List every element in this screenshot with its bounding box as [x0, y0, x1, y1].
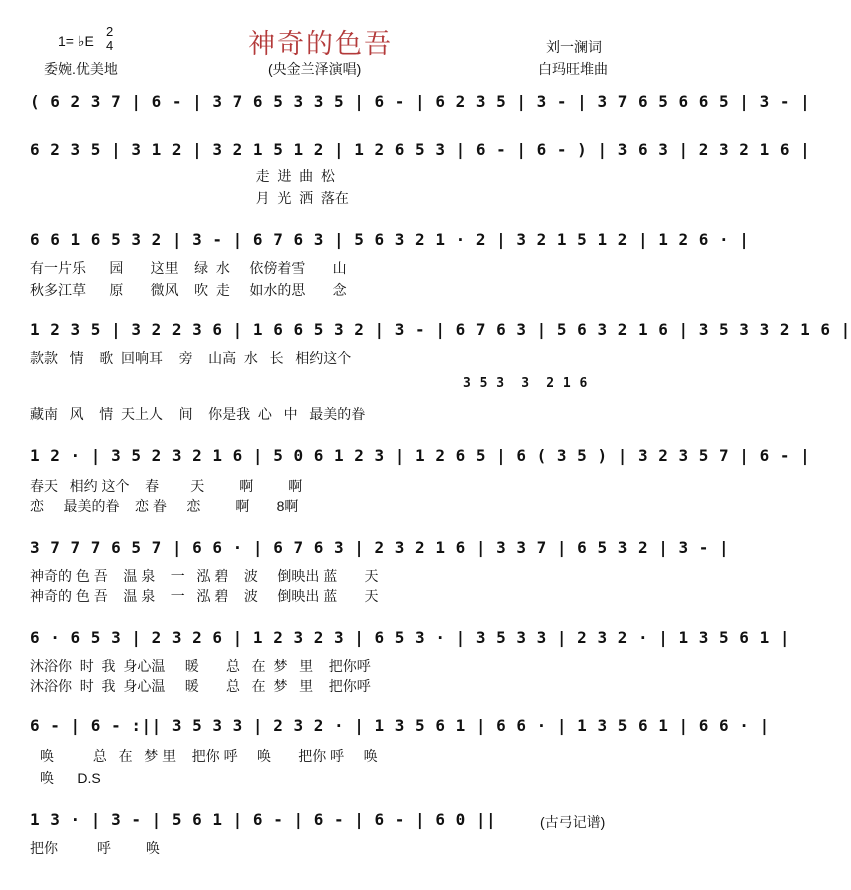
notation-line-7: 3 7 7 7 6 5 7 | 6 6 · | 6 7 6 3 | 2 3 2 1 6 | 3 3 7 | 6 5 3 2 | 3 - | [30, 538, 730, 557]
notation-line-6: 1 2 · | 3 5 2 3 2 1 6 | 5 0 6 1 2 3 | 1 2 6 5 | 6 ( 3 5 ) | 3 2 3 5 7 | 6 - | [30, 446, 811, 465]
notation-line-1: ( 6 2 3 7 | 6 - | 3 7 6 5 3 3 5 | 6 - | 6 2 3 5 | 3 - | 3 7 6 5 6 6 5 | 3 - | [30, 92, 811, 111]
notation-line-10: 1 3 · | 3 - | 5 6 1 | 6 - | 6 - | 6 - | 6 0 || [30, 810, 497, 829]
lyric-line-5: 藏南 风 情 天上人 间 你是我 心 中 最美的眷 [30, 406, 366, 422]
tempo-marking: 委婉.优美地 [44, 61, 118, 77]
composer-credit: 白玛旺堆曲 [538, 61, 608, 77]
lyric-line-6b: 恋 最美的眷 恋 眷 恋 啊 8啊 [30, 498, 299, 514]
lyric-line-7b: 神奇的 色 吾 温 泉 一 泓 碧 波 倒映出 蓝 天 [30, 588, 379, 604]
key-signature: 1= ♭E [58, 33, 94, 49]
lyric-line-10: 把你 呼 唤 [30, 840, 160, 856]
lyric-line-7a: 神奇的 色 吾 温 泉 一 泓 碧 波 倒映出 蓝 天 [30, 568, 379, 584]
transcriber-note: (古弓记谱) [540, 814, 606, 830]
time-signature-top: 2 [106, 24, 114, 39]
lyric-line-8a: 沐浴你 时 我 身心温 暖 总 在 梦 里 把你呼 [30, 658, 371, 674]
lyric-line-4a: 款款 情 歌 回响耳 旁 山高 水 长 相约这个 [30, 350, 352, 366]
lyricist-credit: 刘一澜词 [546, 39, 602, 55]
notation-line-2: 6 2 3 5 | 3 1 2 | 3 2 1 5 1 2 | 1 2 6 5 3 | 6 - | 6 - ) | 3 6 3 | 2 3 2 1 6 | [30, 140, 811, 159]
notation-line-8: 6 · 6 5 3 | 2 3 2 6 | 1 2 3 2 3 | 6 5 3 · | 3 5 3 3 | 2 3 2 · | 1 3 5 6 1 | [30, 628, 790, 647]
lyric-line-6a: 春天 相约 这个 春 天 啊 啊 [30, 478, 303, 494]
notation-line-9: 6 - | 6 - :|| 3 5 3 3 | 2 3 2 · | 1 3 5 6 1 | 6 6 · | 1 3 5 6 1 | 6 6 · | [30, 716, 770, 735]
lyric-line-2a: 走 进 曲 松 [30, 168, 335, 184]
lyric-line-2b: 月 光 洒 落在 [30, 190, 349, 206]
performer-credit: (央金兰泽演唱) [268, 61, 362, 77]
notation-line-4: 1 2 3 5 | 3 2 2 3 6 | 1 6 6 5 3 2 | 3 - | 6 7 6 3 | 5 6 3 2 1 6 | 3 5 3 3 2 1 6 | [30, 320, 851, 339]
lyric-line-9b: 唤 D.S [40, 770, 101, 786]
lyric-line-3a: 有一片乐 园 这里 绿 水 依傍着雪 山 [30, 260, 347, 276]
notation-line-3: 6 6 1 6 5 3 2 | 3 - | 6 7 6 3 | 5 6 3 2 1 · 2 | 3 2 1 5 1 2 | 1 2 6 · | [30, 230, 750, 249]
lyric-line-9a: 唤 总 在 梦 里 把你 呼 唤 把你 呼 唤 [40, 748, 378, 764]
song-title: 神奇的色吾 [248, 29, 393, 60]
lyric-line-4b: 3 5 3 3 2 1 6 [30, 376, 588, 391]
lyric-line-8b: 沐浴你 时 我 身心温 暖 总 在 梦 里 把你呼 [30, 678, 371, 694]
lyric-line-3b: 秋多江草 原 微风 吹 走 如水的思 念 [30, 282, 347, 298]
time-signature-bottom: 4 [106, 38, 114, 53]
